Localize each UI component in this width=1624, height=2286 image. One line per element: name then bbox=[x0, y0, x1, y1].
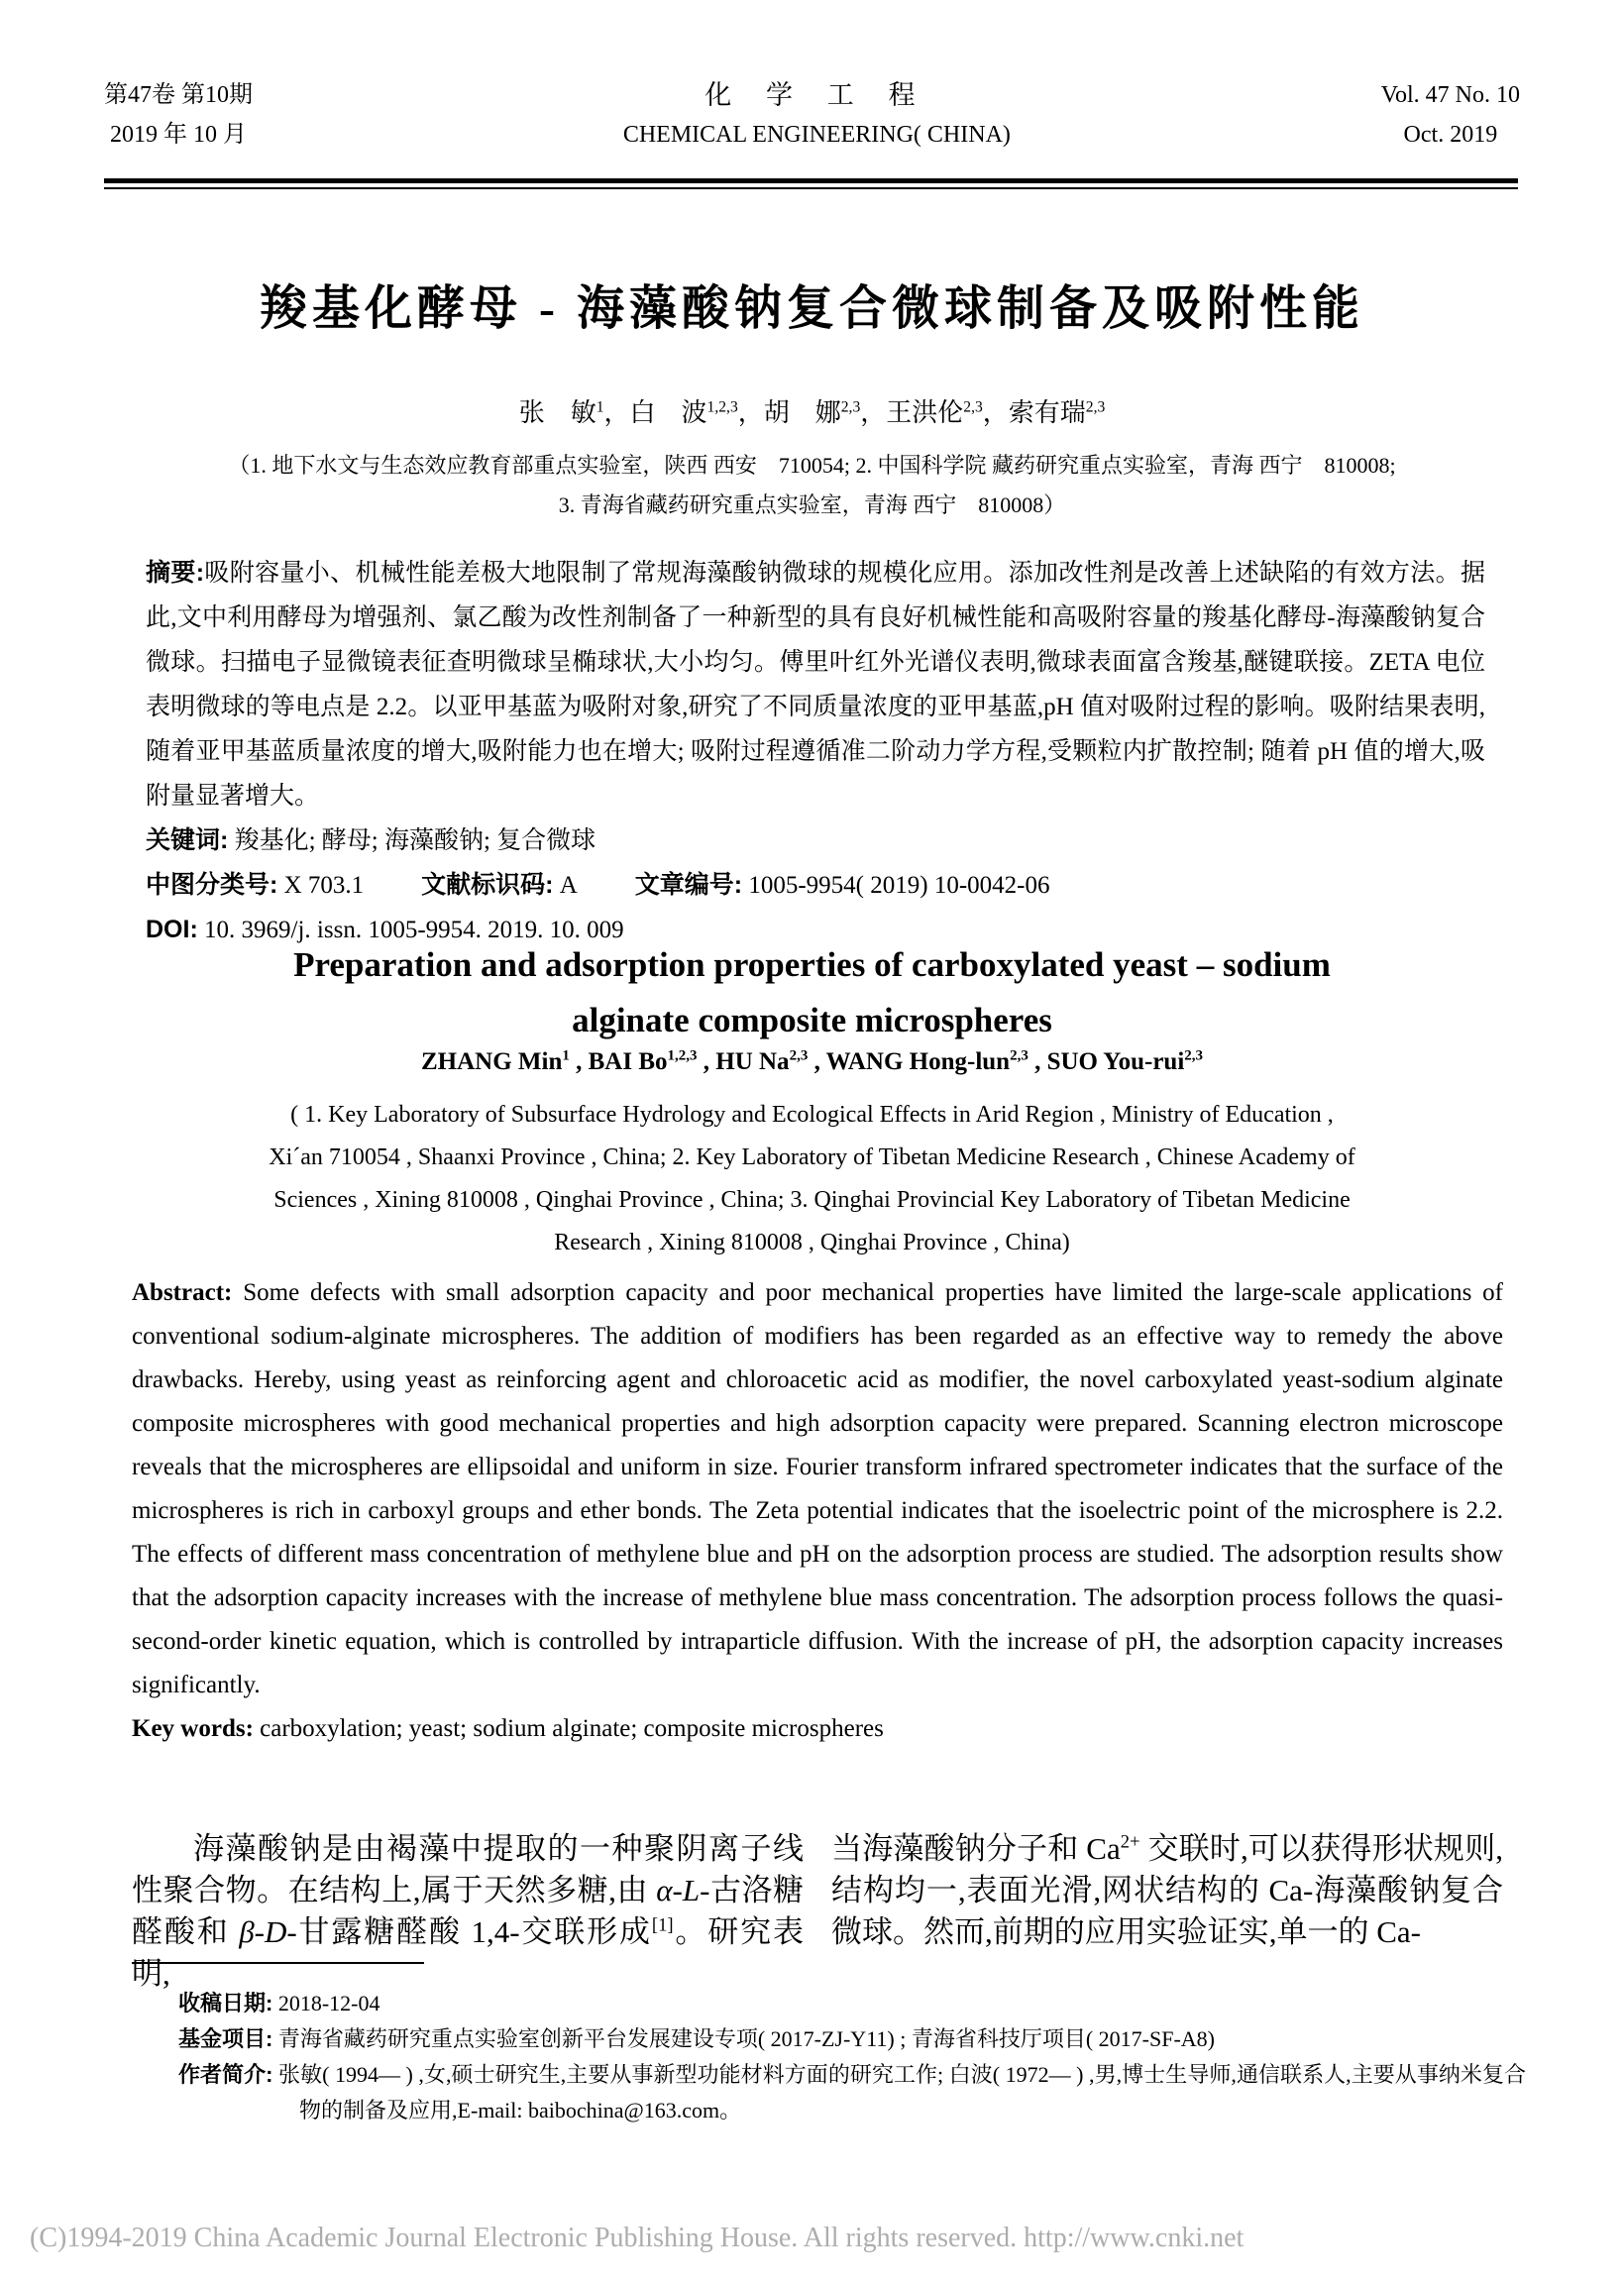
doc-code-value: A bbox=[559, 872, 578, 899]
article-title-en bbox=[0, 937, 1624, 1048]
chinese-meta-block bbox=[146, 551, 1485, 952]
abstract-en-text: Some defects with small adsorption capacity and poor mechanical properties have limited the large-scale applications of conventional sodium-alginate microspheres. The addition of modifiers has been regarded as an effective way to remedy the above drawbacks. Hereby, using yeast as reinforcing agent and chloroacetic acid as modifier, the novel carboxylated yeast-sodium alginate composite microspheres with good mechanical properties and high adsorption capacity were prepared. Scanning electron microscope reveals that the microspheres are ellipsoidal and uniform in size. Fourier transform infrared spectrometer indicates that the surface of the microspheres is rich in carboxyl groups and ether bonds. The Zeta potential indicates that the isoelectric point of the microsphere is 2.2. The effects of different mass concentration of methylene blue and pH on the adsorption process are studied. The adsorption results show that the adsorption capacity increases with the increase of methylene blue mass concentration. The adsorption process follows the quasi-second-order kinetic equation, which is controlled by intraparticle diffusion. With the increase of pH, the adsorption capacity increases significantly. bbox=[132, 1279, 1503, 1698]
footnotes bbox=[178, 1986, 1526, 2128]
author-bio-label: 作者简介: bbox=[178, 2062, 273, 2087]
abstract-en-block bbox=[132, 1271, 1503, 1751]
article-id-value: 1005-9954( 2019) 10-0042-06 bbox=[748, 872, 1050, 899]
keywords-en-text: carboxylation; yeast; sodium alginate; composite microspheres bbox=[260, 1715, 884, 1742]
affiliations-cn bbox=[0, 446, 1624, 525]
doc-code-label: 文献标识码: bbox=[421, 871, 554, 899]
abstract-cn-label: 摘要: bbox=[146, 559, 205, 587]
journal-header bbox=[104, 75, 1520, 155]
received-date-value: 2018-12-04 bbox=[277, 1991, 380, 2015]
affiliation-en-line: Research , Xining 810008 , Qinghai Province , China) bbox=[554, 1230, 1070, 1255]
doi-value: 10. 3969/j. issn. 1005-9954. 2019. 10. 009 bbox=[204, 917, 624, 943]
journal-title-en: CHEMICAL ENGINEERING( CHINA) bbox=[622, 122, 1011, 148]
article-title-en-line: Preparation and adsorption properties of carboxylated yeast – sodium bbox=[293, 945, 1331, 984]
classification-line bbox=[146, 863, 1485, 908]
fund-label: 基金项目: bbox=[178, 2026, 273, 2051]
body-left-column: 海藻酸钠是由褐藻中提取的一种聚阴离子线性聚合物。在结构上,属于天然多糖,由 α-L-古洛糖醛酸和 β-D-甘露糖醛酸 1,4-交联形成[1]。研究表明, bbox=[132, 1831, 805, 1991]
article-id-label: 文章编号: bbox=[634, 871, 743, 899]
body-text-columns bbox=[132, 1828, 1503, 1995]
affiliation-en-line: Xi´an 710054 , Shaanxi Province , China; 2. Key Laboratory of Tibetan Medicine Research , Chinese Academy of bbox=[269, 1144, 1355, 1170]
keywords-en-label: Key words: bbox=[132, 1715, 261, 1742]
affiliation-en-line: ( 1. Key Laboratory of Subsurface Hydrology and Ecological Effects in Arid Region , Ministry of Education , bbox=[290, 1102, 1334, 1128]
affiliations-en bbox=[0, 1094, 1624, 1264]
journal-issue-info-en bbox=[1381, 75, 1520, 155]
body-right-column: 当海藻酸钠分子和 $Ca^{2+}$ 交联时,可以获得形状规则,结构均一,表面光滑,网状结构的 Ca-海藻酸钠复合微球。然而,前期的应用实验证实,单一的 Ca- bbox=[831, 1831, 1504, 1949]
fund-row bbox=[178, 2021, 1526, 2057]
affiliation-en-line: Sciences , Xining 810008 , Qinghai Province , China; 3. Qinghai Provincial Key Laboratory of Tibetan Medicine bbox=[273, 1187, 1351, 1213]
header-divider bbox=[104, 178, 1518, 189]
authors-en: ZHANG Min$^1$ , BAI Bo$^{1,2,3}$ , HU Na$^{2,3}$ , WANG Hong-lun$^{2,3}$ , SUO You-rui$^{2,3}$ bbox=[420, 1047, 1204, 1075]
author-bio-row bbox=[178, 2057, 1526, 2128]
abstract-en bbox=[132, 1271, 1503, 1707]
authors-cn: 张 敏$^1$，白 波$^{1,2,3}$，胡 娜$^{2,3}$，王洪伦$^{2,3}$，索有瑞$^{2,3}$ bbox=[518, 398, 1106, 427]
article-title-cn: 羧基化酵母 - 海藻酸钠复合微球制备及吸附性能 bbox=[260, 282, 1364, 335]
article-title-en-line: alginate composite microspheres bbox=[572, 1001, 1052, 1039]
affiliation-cn-line: 3. 青海省藏药研究重点实验室，青海 西宁 810008） bbox=[558, 492, 1066, 517]
date-en: Oct. 2019 bbox=[1403, 122, 1498, 148]
clc-value: X 703.1 bbox=[283, 872, 365, 899]
clc-label: 中图分类号: bbox=[146, 871, 278, 899]
journal-title bbox=[623, 75, 1011, 155]
volume-issue-cn: 第47卷 第10期 bbox=[104, 82, 253, 108]
journal-title-cn: 化 学 工 程 bbox=[704, 80, 929, 110]
received-date-label: 收稿日期: bbox=[178, 1991, 273, 2015]
affiliation-cn-line: （1. 地下水文与生态效应教育部重点实验室，陕西 西安 710054; 2. 中国科学院 藏药研究重点实验室，青海 西宁 810008; bbox=[228, 453, 1396, 478]
abstract-cn bbox=[146, 551, 1485, 818]
doi-label: DOI: bbox=[146, 916, 198, 943]
keywords-en bbox=[132, 1707, 1503, 1751]
keywords-cn bbox=[146, 818, 1485, 863]
volume-issue-en: Vol. 47 No. 10 bbox=[1380, 82, 1520, 108]
journal-issue-info bbox=[104, 75, 253, 155]
keywords-cn-text: 羧基化; 酵母; 海藻酸钠; 复合微球 bbox=[234, 827, 596, 854]
keywords-cn-label: 关键词: bbox=[146, 826, 229, 854]
abstract-en-label: Abstract: bbox=[132, 1279, 244, 1306]
footnote-divider bbox=[132, 1962, 424, 1964]
author-bio-value: 张敏( 1994— ) ,女,硕士研究生,主要从事新型功能材料方面的研究工作; 白波( 1972— ) ,男,博士生导师,通信联系人,主要从事纳米复合物的制备及应用,E-mail: baibochina@163.com。 bbox=[278, 2062, 1527, 2123]
received-date-row bbox=[178, 1986, 1526, 2021]
abstract-cn-text: 吸附容量小、机械性能差极大地限制了常规海藻酸钠微球的规模化应用。添加改性剂是改善上述缺陷的有效方法。据此,文中利用酵母为增强剂、氯乙酸为改性剂制备了一种新型的具有良好机械性能和高吸附容量的羧基化酵母-海藻酸钠复合微球。扫描电子显微镜表征查明微球呈椭球状,大小均匀。傅里叶红外光谱仪表明,微球表面富含羧基,醚键联接。ZETA 电位表明微球的等电点是 2.2。以亚甲基蓝为吸附对象,研究了不同质量浓度的亚甲基蓝,pH 值对吸附过程的影响。吸附结果表明,随着亚甲基蓝质量浓度的增大,吸附能力也在增大; 吸附过程遵循准二阶动力学方程,受颗粒内扩散控制; 随着 pH 值的增大,吸附量显著增大。 bbox=[146, 560, 1485, 810]
fund-value: 青海省藏药研究重点实验室创新平台发展建设专项( 2017-ZJ-Y11) ; 青海省科技厅项目( 2017-SF-A8) bbox=[277, 2026, 1215, 2051]
copyright-notice: (C)1994-2019 China Academic Journal Electronic Publishing House. All rights reserved. http://www.cnki.net bbox=[30, 2223, 1245, 2253]
date-cn: 2019 年 10 月 bbox=[110, 122, 247, 148]
